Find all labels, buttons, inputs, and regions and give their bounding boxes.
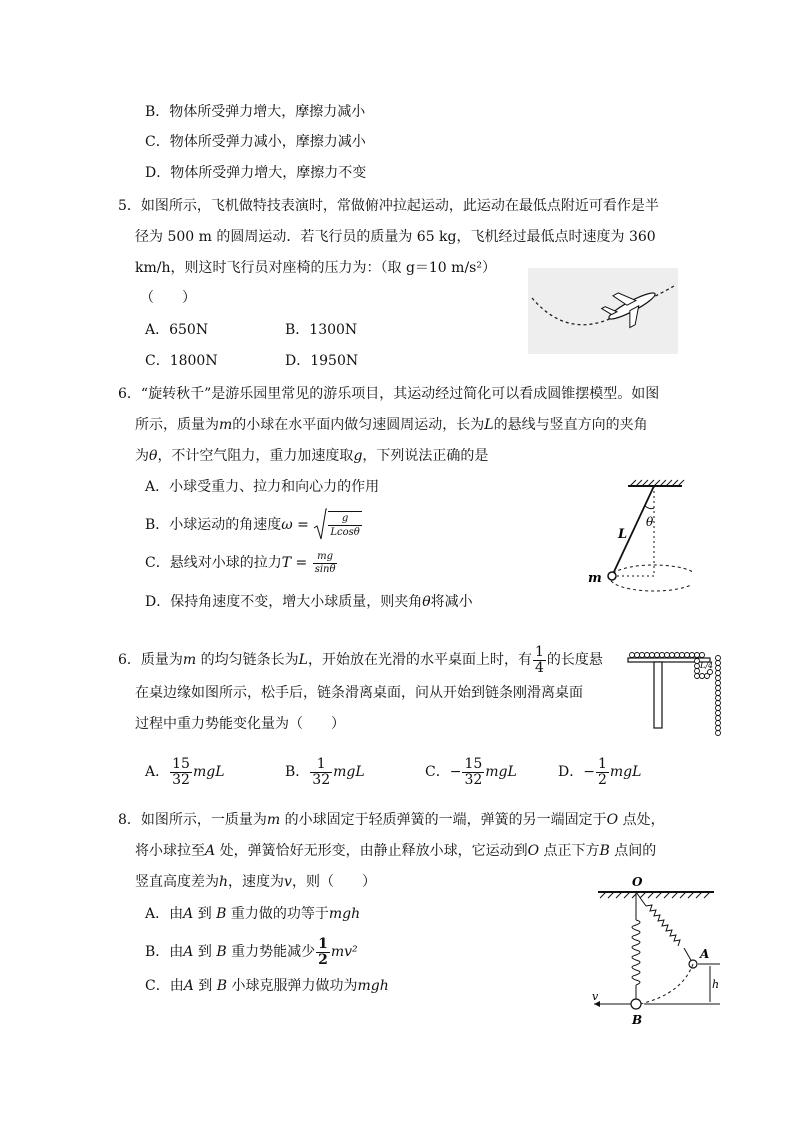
q8-option-a-mid: 到 xyxy=(193,906,217,922)
q6b-option-d xyxy=(558,754,641,790)
q6b-option-d-num: 1 xyxy=(597,755,607,772)
q6a-line3 xyxy=(135,446,488,466)
q6b-option-c-den: 32 xyxy=(464,771,483,788)
q8-var-o: O xyxy=(606,812,619,828)
angled-spring xyxy=(646,905,680,946)
fig-label-theta: θ xyxy=(646,515,654,529)
q8-line1-mid: 的小球固定于轻质弹簧的一端，弹簧的另一端固定于 xyxy=(280,812,607,828)
q6b-line2: 在桌边缘如图所示，松手后，链条滑离桌面，问从开始到链条刚滑离桌面 xyxy=(135,685,583,701)
pendulum-figure xyxy=(582,476,692,598)
airplane-figure xyxy=(528,268,678,354)
angle-arc xyxy=(645,506,654,509)
q4-option-b: B．物体所受弹力增大，摩擦力减小 xyxy=(145,104,366,120)
q5-line1: 5．如图所示，飞机做特技表演时，常做俯冲拉起运动，此运动在最低点附近可看作是半 xyxy=(118,198,659,214)
q6b-option-d-mgl: mgL xyxy=(609,764,642,780)
q6b-line1-pre: 6．质量为 xyxy=(118,652,183,668)
q8-option-c-mgh: mgh xyxy=(357,978,389,994)
ball xyxy=(608,572,616,580)
q6b-option-c xyxy=(425,754,517,790)
table-leg xyxy=(654,662,662,728)
q6b-option-d-label: D． xyxy=(558,764,584,780)
q5-option-a: A．650N xyxy=(145,322,209,338)
q8-option-b-num: 1 xyxy=(318,935,328,952)
q8-option-c-mid: 到 xyxy=(193,978,217,994)
q8-option-b-a: A xyxy=(183,944,194,960)
q6a-option-c-text: C．悬线对小球的拉力 xyxy=(145,555,282,571)
q6a-var-theta: θ xyxy=(149,448,158,464)
q5-answer-paren: （ ） xyxy=(140,290,196,306)
q6a-option-d-post: 将减小 xyxy=(430,594,473,610)
q8-option-b-frac xyxy=(316,937,330,968)
q8-line1-pre: 8．如图所示，一质量为 xyxy=(118,812,267,828)
q8-var-b: B xyxy=(599,843,610,859)
fig-label-v: v xyxy=(592,990,599,1003)
q6b-option-c-mgl: mgL xyxy=(485,764,517,780)
q8-var-h: h xyxy=(219,874,229,890)
q6a-option-c-lhs: T = xyxy=(281,555,312,571)
q6b-option-a-den: 32 xyxy=(172,771,190,788)
q6a-option-d xyxy=(145,592,473,612)
chain-horizontal xyxy=(630,653,705,658)
q6a-var-g: g xyxy=(353,448,363,464)
q6b-option-a-frac xyxy=(170,757,192,788)
q8-option-c-pre: C．由 xyxy=(145,978,184,994)
airplane-figure-bg xyxy=(528,268,678,354)
q6b-option-b xyxy=(285,754,365,790)
q4-option-d: D．物体所受弹力增大，摩擦力不变 xyxy=(145,165,367,181)
q8-line3-post: ，则（ ） xyxy=(291,874,376,890)
q5-option-b: B．1300N xyxy=(285,322,358,338)
q6b-option-b-frac xyxy=(310,757,332,788)
q6a-line2-post: 的悬线与竖直方向的夹角 xyxy=(493,417,648,433)
q6a-option-b-num: g xyxy=(328,512,361,526)
q6b-option-a-num: 15 xyxy=(172,755,190,772)
q8-line1-post: 点处， xyxy=(618,812,665,828)
q6a-var-m: m xyxy=(219,417,233,433)
q5-option-d: D．1950N xyxy=(285,353,359,369)
q8-option-a-mgh: mgh xyxy=(328,906,361,922)
q4-option-c: C．物体所受弹力减小，摩擦力减小 xyxy=(145,134,366,150)
q6b-line1-mid: 的均匀链条长为 xyxy=(196,652,299,668)
fig-label-l4: L/4 xyxy=(700,661,714,670)
q8-option-c xyxy=(145,976,389,996)
q6b-option-a-label: A． xyxy=(145,764,170,780)
q6b-option-a-mgl: mgL xyxy=(192,764,225,780)
circular-path xyxy=(610,565,692,591)
q6b-option-a xyxy=(145,754,225,790)
q8-var-a: A xyxy=(205,843,216,859)
q6b-option-d-frac xyxy=(596,757,609,788)
ball-b xyxy=(631,999,641,1009)
q6a-option-b xyxy=(145,508,363,542)
q6b-line1-end: 的长度悬 xyxy=(546,652,603,668)
q8-option-b-mv2: mv² xyxy=(330,944,358,960)
fig-label-o: O xyxy=(632,875,643,889)
q6b-var-l: L xyxy=(298,652,308,668)
q6b-frac-num: 1 xyxy=(534,643,544,660)
q6b-frac-quarter xyxy=(533,645,546,676)
q6a-line2-pre: 所示，质量为 xyxy=(135,417,219,433)
airplane-figure-svg xyxy=(528,268,678,354)
q6b-option-d-sign: − xyxy=(583,764,595,780)
q8-line3-mid: ，速度为 xyxy=(228,874,285,890)
q6a-option-b-den: Lcosθ xyxy=(330,527,360,538)
q8-option-c-b: B xyxy=(216,978,228,994)
q6a-var-l: L xyxy=(484,417,494,433)
q8-var-o2: O xyxy=(527,843,540,859)
q6a-option-d-pre: D．保持角速度不变，增大小球质量，则夹角 xyxy=(145,594,423,610)
q6a-option-c-frac xyxy=(313,551,338,576)
sqrt-icon xyxy=(313,508,327,542)
q8-line2-post: 点间的 xyxy=(609,843,657,859)
q8-option-a-mid2: 重力做的功等于 xyxy=(226,906,329,922)
q6a-option-b-sqrt xyxy=(313,508,362,542)
q8-line2 xyxy=(135,841,656,861)
chain-hanging-long xyxy=(716,656,721,736)
q8-option-b-den: 2 xyxy=(318,951,328,968)
q8-var-m: m xyxy=(266,812,281,828)
q5-line2: 径为 500 m 的圆周运动．若飞行员的质量为 65 kg，飞机经过最低点时速度为 360 xyxy=(135,229,656,245)
q8-option-a-pre: A．由 xyxy=(145,906,184,922)
swing-path xyxy=(640,964,693,1004)
q6a-option-a: A．小球受重力、拉力和向心力的作用 xyxy=(145,479,380,495)
q6a-option-c-num: mg xyxy=(313,551,338,564)
q6a-option-b-frac xyxy=(328,511,361,539)
q6a-option-c xyxy=(145,548,338,578)
q6b-line1-post: ，开始放在光滑的水平桌面上时，有 xyxy=(307,652,532,668)
q5-line3: km/h，则这时飞行员对座椅的压力为：（取 g＝10 m/s²） xyxy=(135,260,496,276)
q8-option-c-a: A xyxy=(183,978,194,994)
q6b-option-b-num: 1 xyxy=(310,757,332,773)
q8-line2-pre: 将小球拉至 xyxy=(135,843,205,859)
q6a-line3-mid: ，不计空气阻力，重力加速度取 xyxy=(157,448,354,464)
fig-label-b: B xyxy=(632,1013,643,1027)
q8-var-v: v xyxy=(284,874,292,890)
q8-option-b-mid2: 重力势能减少 xyxy=(226,944,316,960)
q8-option-a-a: A xyxy=(183,906,194,922)
q8-option-b xyxy=(145,934,358,970)
q8-option-a-b: B xyxy=(216,906,227,922)
q8-line3-pre: 竖直高度差为 xyxy=(135,874,219,890)
q8-line1 xyxy=(118,810,665,830)
q6a-line2-mid: 的小球在水平面内做匀速圆周运动，长为 xyxy=(232,417,485,433)
q8-option-a xyxy=(145,904,360,924)
spring-figure-svg xyxy=(584,872,724,1032)
q6b-line1 xyxy=(118,642,603,678)
q6b-option-c-label: C． xyxy=(425,764,450,780)
q6a-line3-post: ，下列说法正确的是 xyxy=(362,448,489,464)
q6a-option-d-theta: θ xyxy=(422,594,431,610)
fig-label-l: L xyxy=(618,527,628,542)
q6b-option-c-frac xyxy=(462,757,484,788)
chain-figure xyxy=(624,644,728,738)
q6b-option-c-num: 15 xyxy=(464,755,483,772)
q8-option-b-mid: 到 xyxy=(193,944,217,960)
q6b-frac-den: 4 xyxy=(534,659,544,676)
q6b-option-b-mgl: mgL xyxy=(333,764,365,780)
q6b-option-c-sign: − xyxy=(449,764,462,780)
q5-option-c: C．1800N xyxy=(145,353,218,369)
q8-option-b-pre: B．由 xyxy=(145,944,184,960)
q6a-option-b-lhs: ω = xyxy=(281,517,314,533)
vertical-spring xyxy=(632,920,640,985)
fig-label-h: h xyxy=(712,978,720,991)
q6b-option-d-den: 2 xyxy=(597,771,607,788)
q8-option-b-b: B xyxy=(216,944,227,960)
spring-figure xyxy=(584,872,724,1032)
q6b-option-b-den: 32 xyxy=(312,771,331,788)
q6b-option-b-label: B． xyxy=(285,764,310,780)
angled-spring-bottom xyxy=(684,948,692,962)
fig-label-a: A xyxy=(700,947,710,961)
q8-line2-mid: 处，弹簧恰好无形变，由静止释放小球，它运动到 xyxy=(215,843,528,859)
q6a-line1: 6．“旋转秋千”是游乐园里常见的游乐项目，其运动经过简化可以看成圆锥摆模型。如图 xyxy=(118,386,660,402)
q6a-option-c-den: sinθ xyxy=(314,563,336,575)
q8-line2-mid2: 点正下方 xyxy=(539,843,600,859)
q8-option-c-mid2: 小球克服弹力做功为 xyxy=(227,978,358,994)
q6b-var-m: m xyxy=(182,652,197,668)
fig-label-m: m xyxy=(588,571,602,586)
chain-figure-svg xyxy=(624,644,728,738)
q6b-line3: 过程中重力势能变化量为（ ） xyxy=(135,716,345,732)
q6a-option-b-text: B．小球运动的角速度 xyxy=(145,517,282,533)
q8-line3 xyxy=(135,872,376,892)
q6a-line2 xyxy=(135,415,648,435)
q6a-line3-pre: 为 xyxy=(135,448,149,464)
pendulum-figure-svg xyxy=(582,476,692,598)
